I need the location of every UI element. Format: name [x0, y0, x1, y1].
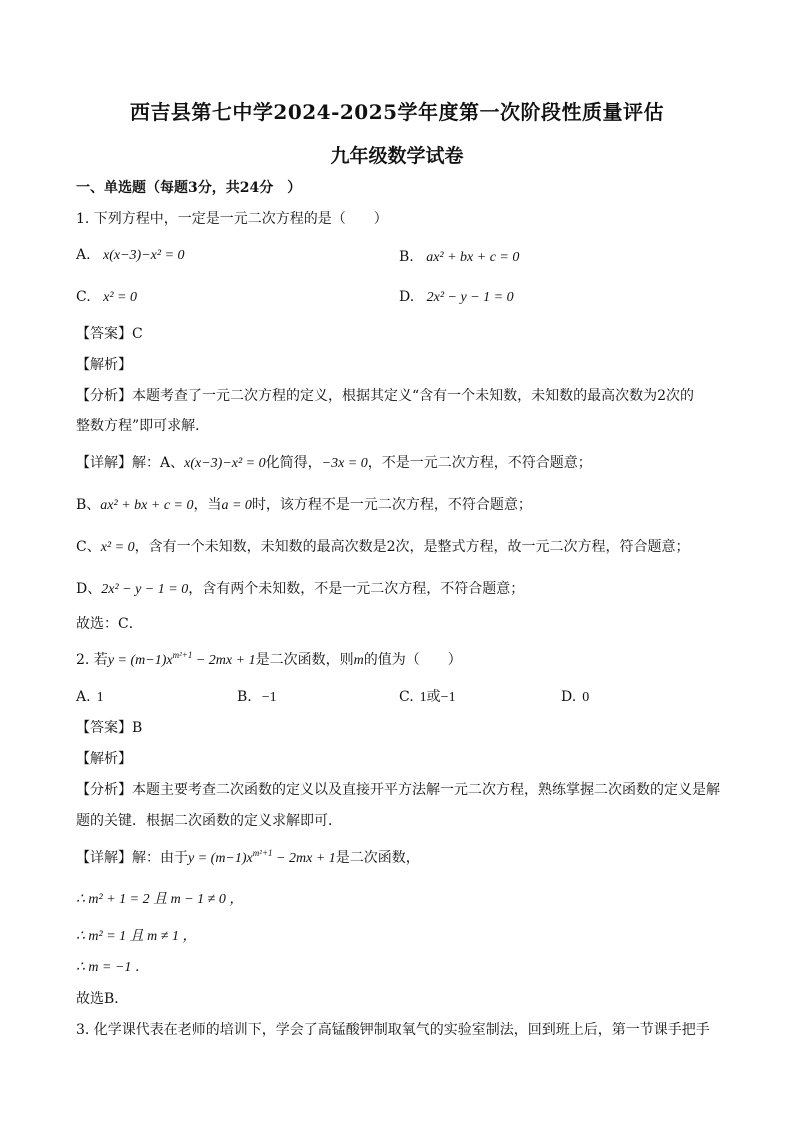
q2-option-a: A. 1 — [76, 689, 104, 705]
q2-stem: 2. 若$y = (m-1)x^{m^2+1} - 2mx + 1$是二次函数，则m的值为（ ） — [76, 650, 462, 668]
q2-analysis-line-1: 【分析】本题主要考查二次函数的定义以及直接开平方法解一元二次方程，熟练掌握二次函数的定义是解 — [76, 782, 720, 798]
q1-detail-a-expr: x(x−3)−x² = 0 — [184, 456, 266, 471]
q1-option-a: A. x(x−3)−x² = 0 — [76, 247, 185, 263]
q1-option-a-expr: x(x−3)−x² = 0 — [103, 248, 185, 263]
q2-detail-expr: $y = (m-1)x^{m^2+1} - 2mx + 1$ — [188, 848, 336, 866]
q1-analysis-line-2: 整数方程”即可求解． — [76, 418, 210, 434]
q2-step-2: ∴ m² = 1 且 m ≠ 1 ， — [76, 929, 197, 944]
q1-detail-a: 【详解】解：A、x(x−3)−x² = 0化简得，−3x = 0，不是一元二次方程，不符合题意； — [76, 455, 592, 471]
q2-detail: 【详解】解：由于$y = (m-1)x^{m^2+1} - 2mx + 1$是二次函数， — [76, 848, 420, 866]
q1-option-c-expr: x² = 0 — [103, 290, 137, 305]
q1-option-b: B. ax² + bx + c = 0 — [399, 249, 520, 265]
page-title: 西吉县第七中学2024-2025学年度第一次阶段性质量评估 — [129, 100, 665, 124]
q2-analysis-tag: 【解析】 — [76, 751, 132, 767]
q1-analysis-tag: 【解析】 — [76, 357, 132, 373]
q1-detail-d: D、2x² − y − 1 = 0，含有两个未知数，不是一元二次方程，不符合题意； — [76, 581, 525, 597]
q2-option-b: B. −1 — [237, 689, 277, 705]
section-heading: 一、单选题（每题3分，共24分 ） — [76, 180, 302, 196]
q1-detail-c: C、x² = 0，含有一个未知数，未知数的最高次数是2次，是整式方程，故一元二次方程，符合题意； — [76, 539, 690, 555]
q1-option-b-expr: ax² + bx + c = 0 — [426, 250, 520, 265]
q2-option-c: C. 1或−1 — [399, 689, 456, 705]
q1-analysis-line-1: 【分析】本题考查了一元二次方程的定义，根据其定义“含有一个未知数，未知数的最高次数为2次的 — [76, 388, 695, 404]
q1-answer: 【答案】C — [76, 326, 143, 342]
q2-step-3: ∴ m = −1 ． — [76, 960, 149, 975]
q2-stem-expr: $y = (m-1)x^{m^2+1} - 2mx + 1$ — [107, 650, 256, 668]
q2-answer: 【答案】B — [76, 720, 143, 736]
q2-step-1: ∴ m² + 1 = 2 且 m − 1 ≠ 0 ， — [76, 892, 244, 907]
q1-option-c: C. x² = 0 — [76, 289, 137, 305]
q2-option-d: D. 0 — [561, 689, 590, 705]
q2-analysis-line-2: 题的关键．根据二次函数的定义求解即可． — [76, 813, 342, 829]
q2-conclusion: 故选B． — [76, 991, 129, 1007]
q1-detail-b: B、ax² + bx + c = 0，当a = 0时，该方程不是一元二次方程，不符合题意； — [76, 497, 532, 513]
page-subtitle: 九年级数学试卷 — [330, 145, 464, 167]
q1-conclusion: 故选：C． — [76, 616, 143, 632]
q3-stem: 3. 化学课代表在老师的培训下，学会了高锰酸钾制取氧气的实验室制法，回到班上后，第一节课手把手 — [76, 1022, 710, 1038]
q1-option-d: D. 2x² − y − 1 = 0 — [399, 289, 514, 305]
q1-stem: 1. 下列方程中，一定是一元二次方程的是（ ） — [76, 211, 388, 227]
q1-option-d-expr: 2x² − y − 1 = 0 — [426, 290, 514, 305]
